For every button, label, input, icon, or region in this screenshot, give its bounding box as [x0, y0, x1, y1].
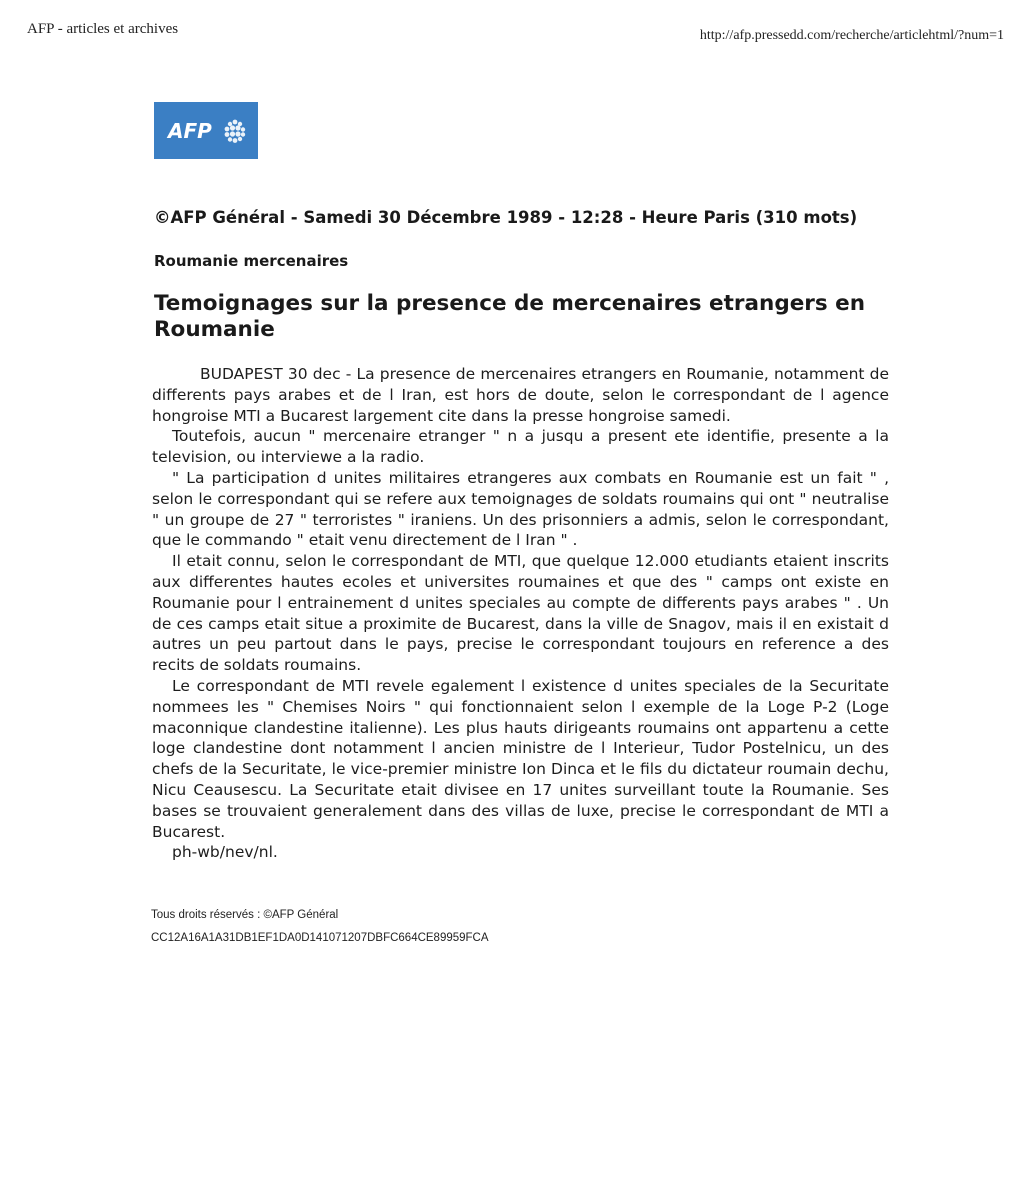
copyright-notice: Tous droits réservés : ©AFP Général: [151, 909, 339, 921]
article-body: [152, 364, 889, 863]
article-dateline: ©AFP Général - Samedi 30 Décembre 1989 - 12:28 - Heure Paris (310 mots): [154, 208, 858, 227]
article-signoff: ph-wb/nev/nl.: [172, 843, 278, 862]
article-paragraph: BUDAPEST 30 dec - La presence de mercenaires etrangers en Roumanie, notamment de differents pays arabes et de l Iran, est hors de doute, selon le correspondant de l agence hongroise MTI a Bucarest largement cite dans la presse hongroise samedi.: [152, 365, 889, 425]
article-headline: Temoignages sur la presence de mercenaires etrangers en Roumanie: [154, 291, 866, 342]
afp-logo: [154, 102, 258, 159]
article-paragraph: Il etait connu, selon le correspondant de MTI, que quelque 12.000 etudiants etaient inscrits aux differentes hautes ecoles et universites roumaines et que des " camps ont existe en Roumanie pour l entrainement d unites speciales au compte de differents pays arabes " . Un de ces camps etait situe a proximite de Bucarest, dans la ville de Snagov, mais il en existait d autres un peu partout dans le pays, precise le correspondant toujours en reference a des recits de soldats roumains.: [152, 552, 889, 675]
article-paragraph: Toutefois, aucun " mercenaire etranger " n a jusqu a present ete identifie, presente a la television, ou interviewe a la radio.: [152, 427, 889, 467]
logo-text: AFP: [168, 119, 212, 143]
article-paragraph: " La participation d unites militaires etrangeres aux combats en Roumanie est un fait " , selon le correspondant qui se refere aux temoignages de soldats roumains qui ont " neutralise " un groupe de 27 " terroristes " iraniens. Un des prisonniers a admis, selon le correspondant, que le commando " etait venu directement de l Iran " .: [152, 468, 889, 550]
afp-globe-logo-icon: [154, 102, 258, 159]
print-header-title: AFP - articles et archives: [27, 21, 179, 37]
article-paragraph: Le correspondant de MTI revele egalement l existence d unites speciales de la Securitate nommees les " Chemises Noirs " qui fonctionnaient selon l exemple de la Loge P-2 (Loge maconnique clandestine italienne). Les plus hauts dirigeants roumains ont appartenu a cette loge clandestine dont notamment l ancien ministre de l Interieur, Tudor Postelnicu, un des chefs de la Securitate, le vice-premier ministre Ion Dinca et le fils du dictateur roumain dechu, Nicu Ceausescu. La Securitate etait divisee en 17 unites surveillant toute la Roumanie. Ses bases se trouvaient generalement dans des villas de luxe, precise le correspondant de MTI a Bucarest.: [152, 676, 889, 841]
document-code: CC12A16A1A31DB1EF1DA0D141071207DBFC664CE89959FCA: [151, 932, 489, 944]
print-header-url: http://afp.pressedd.com/recherche/articlehtml/?num=1: [699, 28, 1004, 43]
article-category: Roumanie mercenaires: [154, 252, 349, 270]
